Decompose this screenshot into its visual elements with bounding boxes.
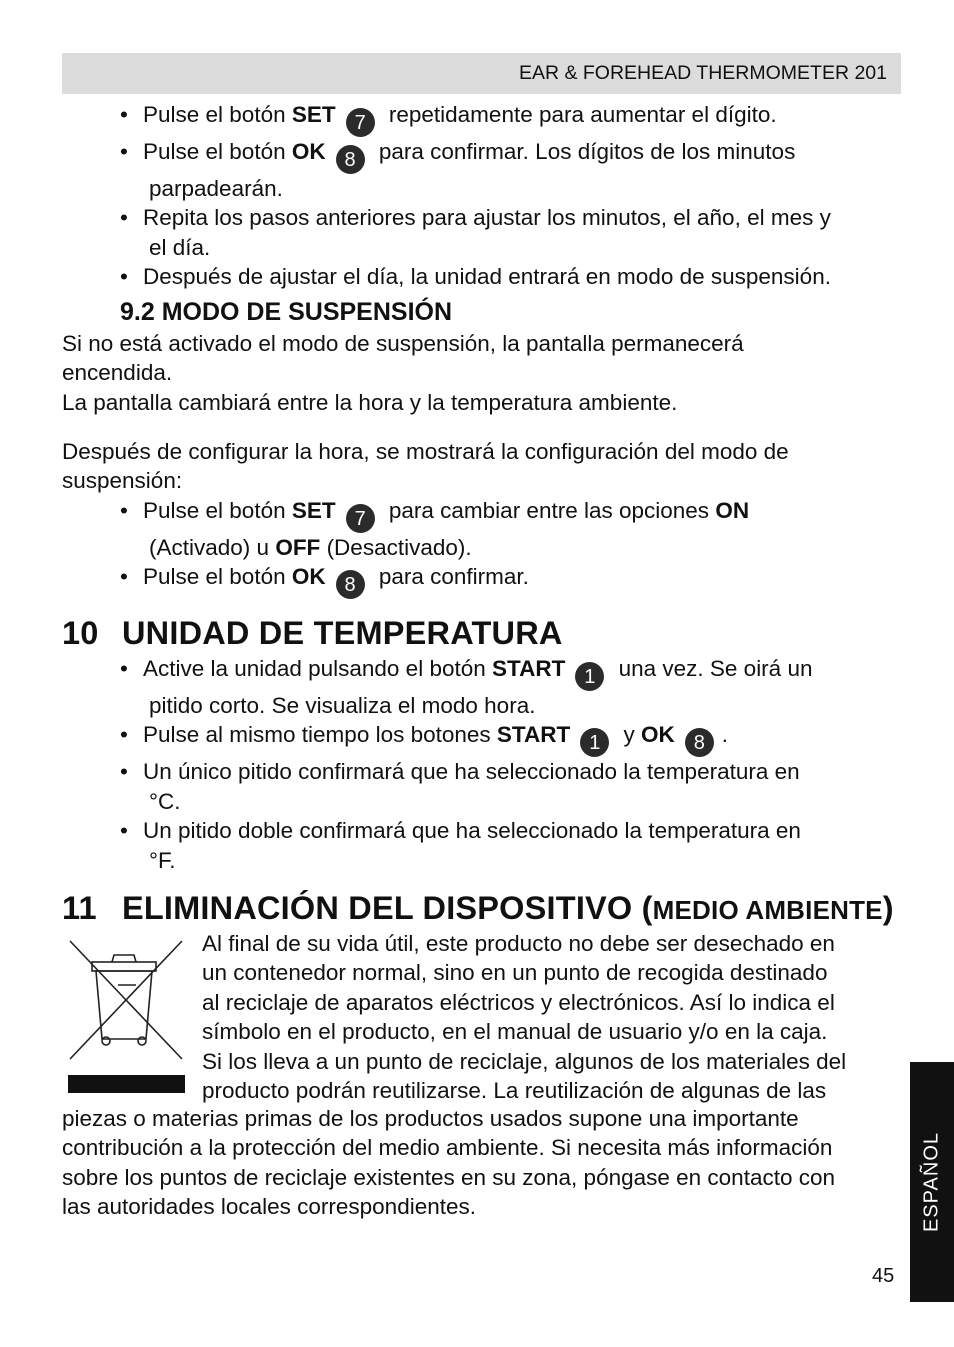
list-item: • Pulse el botón SET 7 para cambiar entre las opciones ON (Activado) u OFF (Desactivado).	[120, 496, 910, 562]
key-label: OK	[291, 564, 326, 590]
crossed-out-wheelie-bin-icon	[66, 935, 186, 1095]
language-tab	[910, 1062, 954, 1302]
list-item: • Repita los pasos anteriores para ajustar los minutos, el año, el mes y el día.	[120, 203, 910, 262]
language-tab-label: ESPAÑOL	[920, 1132, 943, 1232]
list-item: • Pulse el botón OK 8 para confirmar.	[120, 562, 910, 599]
button-8-icon: 8	[336, 570, 365, 599]
button-1-icon: 1	[580, 728, 609, 757]
section-9-2-paragraph-1: Si no está activado el modo de suspensión, la pantalla permanecerá encendida. La pantalla cambiará entre la hora y la temperatura ambiente.	[62, 331, 744, 415]
list-item: • Pulse al mismo tiempo los botones START 1 y OK 8 .	[120, 720, 910, 757]
list-item: • Pulse el botón OK 8 para confirmar. Los dígitos de los minutos parpadearán.	[120, 137, 910, 203]
section-9-2-heading: 9.2 MODO DE SUSPENSIÓN	[120, 298, 453, 326]
key-label: SET	[291, 102, 336, 127]
section-10-bullet-list	[120, 654, 910, 875]
header-bar	[62, 53, 901, 94]
list-item: • Después de ajustar el día, la unidad entrará en modo de suspensión.	[120, 262, 910, 291]
button-7-icon: 7	[346, 108, 375, 137]
intro-bullet-list	[120, 100, 910, 292]
key-label: START	[492, 656, 566, 681]
list-item: • Un pitido doble confirmará que ha seleccionado la temperatura en °F.	[120, 816, 910, 875]
disposal-text-beside-icon: Al final de su vida útil, este producto no debe ser desechado en un contenedor normal, sino en un punto de recogida destinado al reciclaje de aparatos eléctricos y electrónicos. Así lo indica el símbolo en el producto, en el manual de usuario y/o en la caja. Si los lleva a un punto de reciclaje, algunos de los materiales del producto podrán reutilizarse. La reutilización de algunas de las	[202, 931, 847, 1104]
page-number: 45	[872, 1265, 895, 1287]
disposal-text-continued: piezas o materias primas de los productos usados supone una importante contribución a la protección del medio ambiente. Si necesita más información sobre los puntos de reciclaje existentes en su zona, póngase en contacto con las autoridades locales correspondientes.	[62, 1106, 835, 1220]
button-1-icon: 1	[575, 662, 604, 691]
section-9-2-paragraph-2: Después de configurar la hora, se mostrará la configuración del modo de suspensión:	[62, 439, 789, 494]
list-item: • Active la unidad pulsando el botón START 1 una vez. Se oirá un pitido corto. Se visualiza el modo hora.	[120, 654, 910, 720]
button-8-icon: 8	[336, 145, 365, 174]
key-label: OK	[641, 722, 675, 748]
section-11-heading: 11 ELIMINACIÓN DEL DISPOSITIVO (MEDIO AMBIENTE)	[62, 890, 894, 926]
list-item: • Pulse el botón SET 7 repetidamente para aumentar el dígito.	[120, 100, 910, 137]
key-label: START	[496, 722, 571, 748]
list-item: • Un único pitido confirmará que ha seleccionado la temperatura en °C.	[120, 757, 910, 816]
section-10-heading: 10 UNIDAD DE TEMPERATURA	[62, 615, 563, 651]
button-8-icon: 8	[685, 728, 714, 757]
key-label: OK	[291, 139, 326, 164]
section-9-2-bullet-list	[120, 496, 910, 599]
button-7-icon: 7	[346, 504, 375, 533]
key-label: SET	[291, 498, 336, 523]
header-title: EAR & FOREHEAD THERMOMETER 201	[518, 62, 887, 84]
